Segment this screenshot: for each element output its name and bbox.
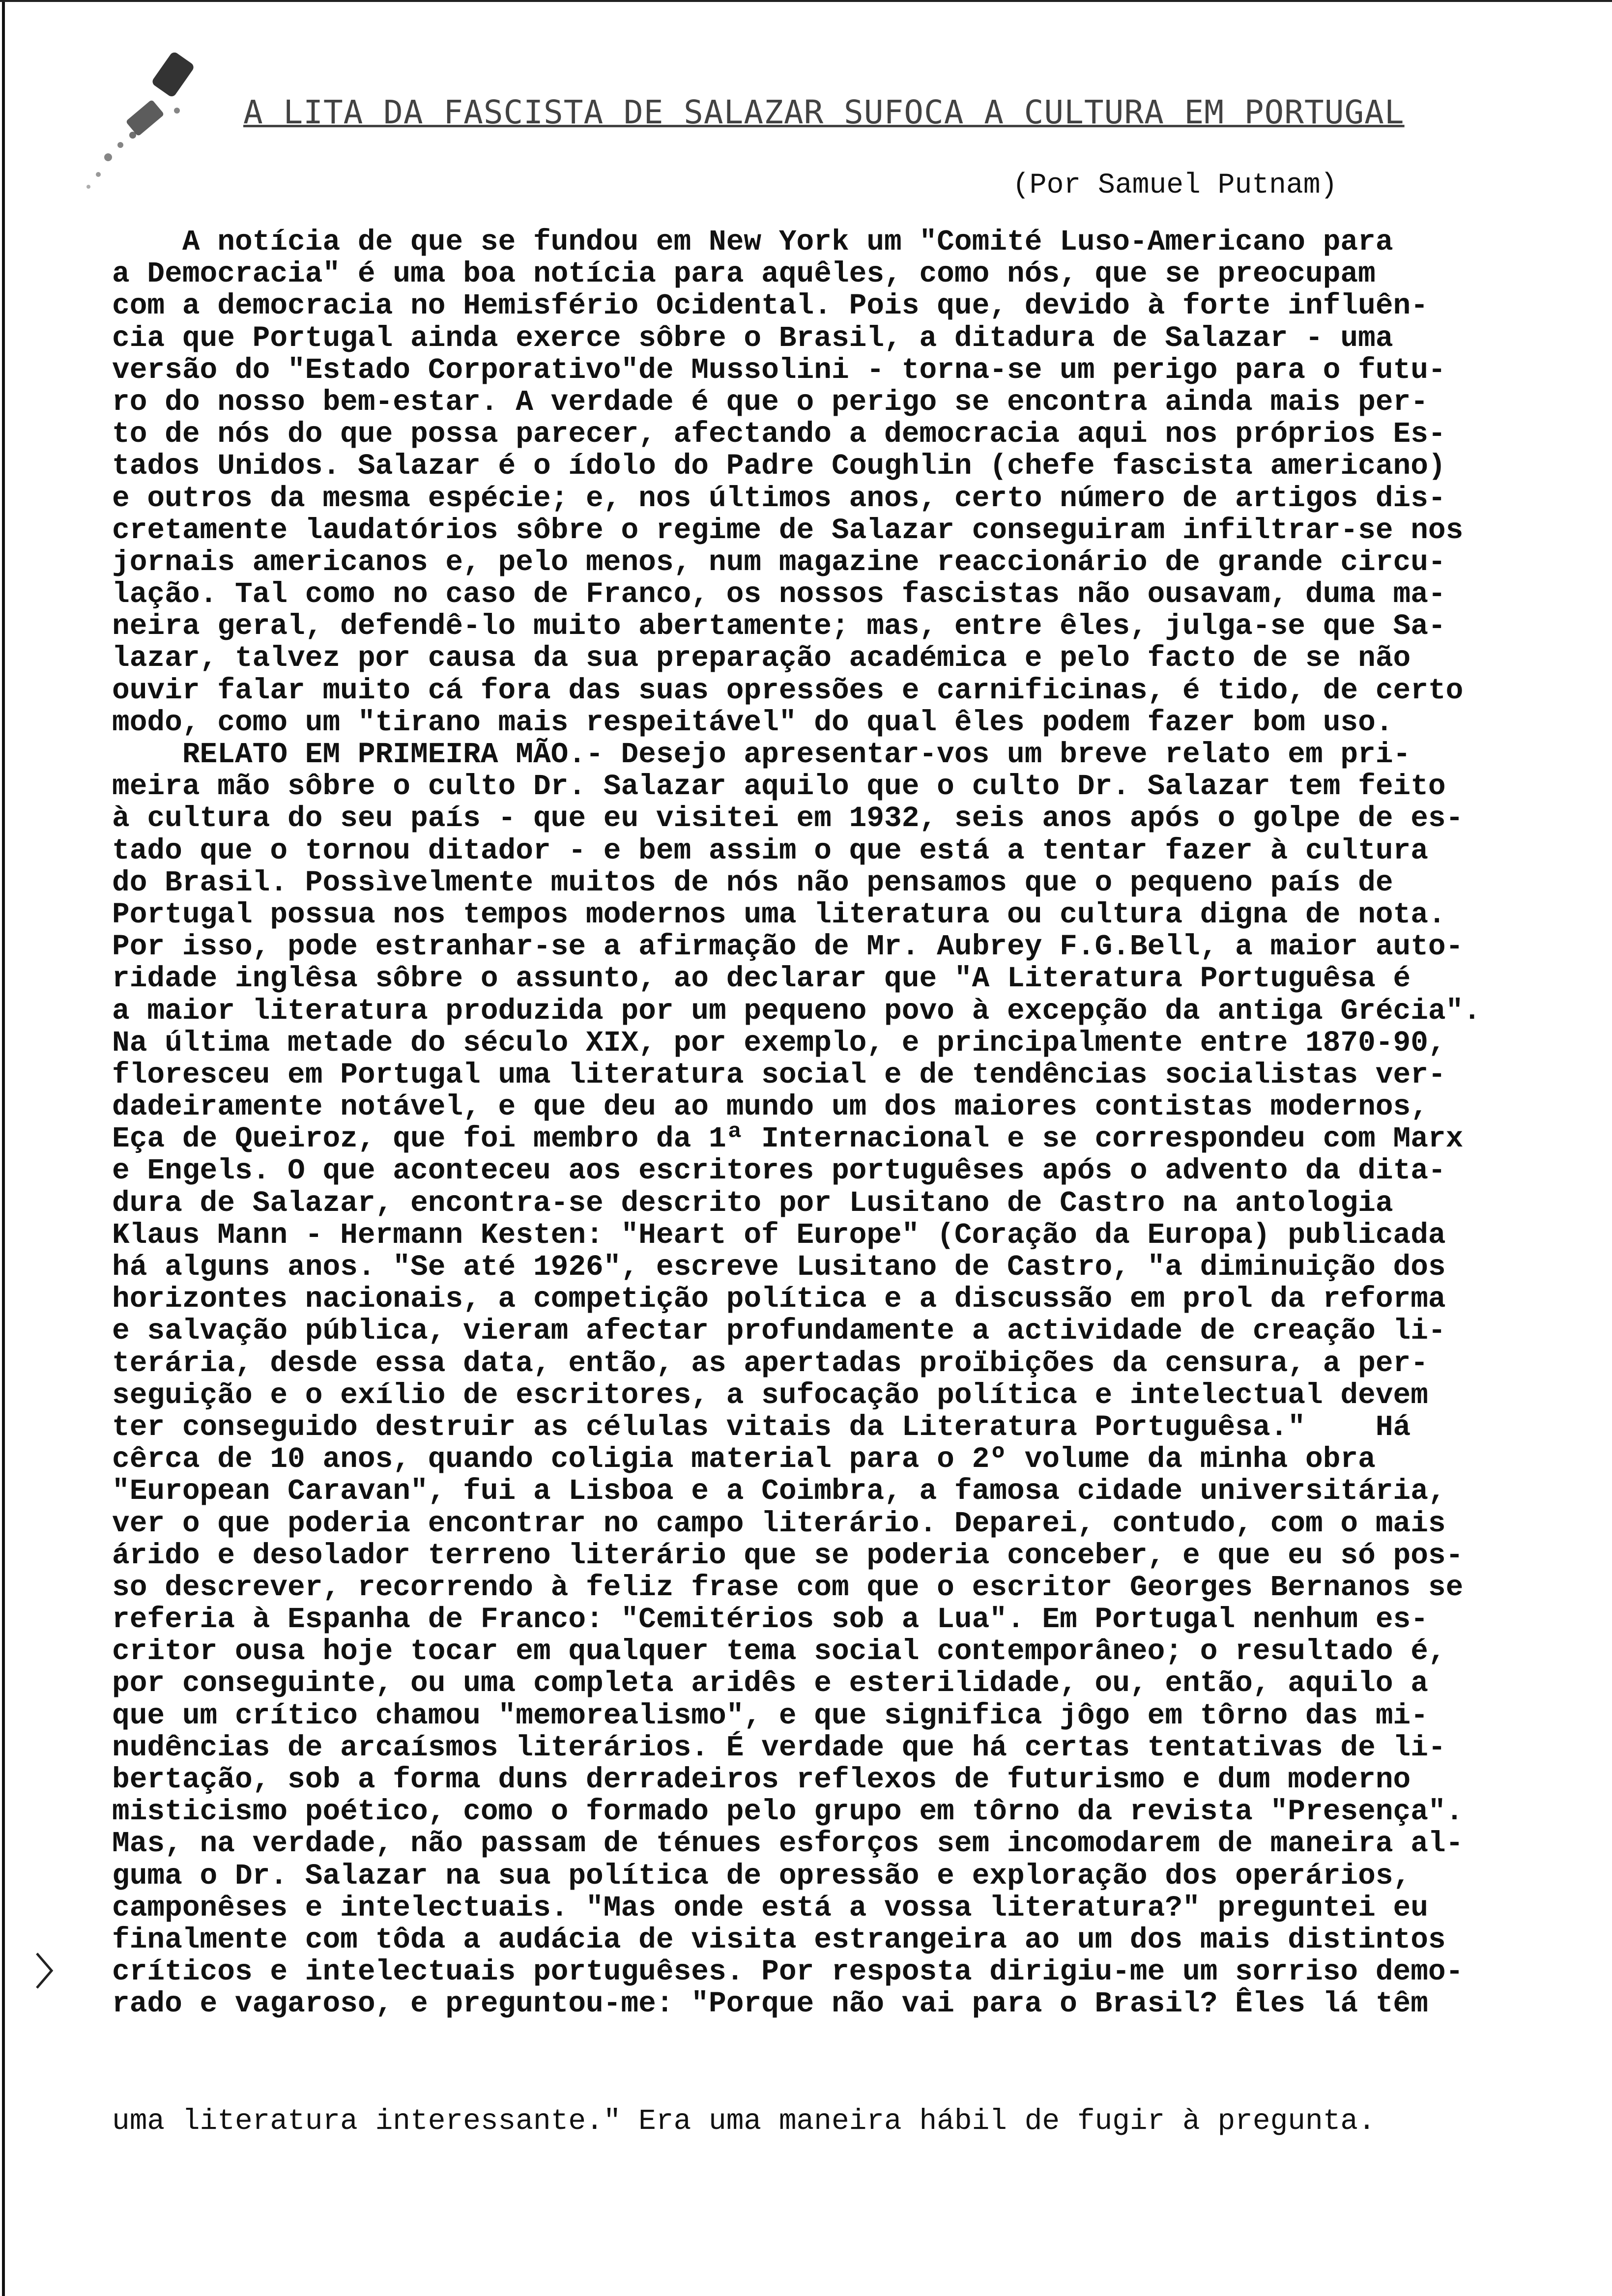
- text-line: bertação, sob a forma duns derradeiros reflexos de futurismo e dum moderno: [112, 1763, 1411, 1796]
- text-line: "European Caravan", fui a Lisboa e a Coimbra, a famosa cidade universitária,: [112, 1474, 1446, 1508]
- text-line: a maior literatura produzida por um pequeno povo à excepção da antiga Grécia".: [112, 994, 1481, 1028]
- text-line: dura de Salazar, encontra-se descrito por Lusitano de Castro na antologia: [112, 1186, 1393, 1220]
- text-line: ouvir falar muito cá fora das suas opressões e carnificinas, é tido, de certo: [112, 673, 1464, 707]
- author-byline: (Por Samuel Putnam): [1012, 170, 1338, 201]
- text-line: do Brasil. Possìvelmente muitos de nós não pensamos que o pequeno país de: [112, 865, 1393, 899]
- text-line: que um crítico chamou "memorealismo", e que significa jôgo em tôrno das mi-: [112, 1698, 1428, 1732]
- document-last-line: uma literatura interessante." Era uma maneira hábil de fugir à pregunta.: [112, 2104, 1376, 2138]
- text-line: ridade inglêsa sôbre o assunto, ao declarar que "A Literatura Portuguêsa é: [112, 962, 1411, 996]
- text-line: lazar, talvez por causa da sua preparação académica e pelo facto de se não: [112, 641, 1411, 675]
- text-line: e outros da mesma espécie; e, nos últimos anos, certo número de artigos dis-: [112, 481, 1446, 515]
- text-line: ro do nosso bem-estar. A verdade é que o perigo se encontra ainda mais per-: [112, 385, 1428, 419]
- text-line: versão do "Estado Corporativo"de Mussolini - torna-se um perigo para o futu-: [112, 353, 1446, 387]
- text-line: Portugal possua nos tempos modernos uma literatura ou cultura digna de nota.: [112, 897, 1446, 931]
- text-line: to de nós do que possa parecer, afectando a democracia aqui nos próprios Es-: [112, 417, 1446, 451]
- text-line: floresceu em Portugal uma literatura social e de tendências socialistas ver-: [112, 1058, 1446, 1091]
- text-line: tados Unidos. Salazar é o ídolo do Padre Coughlin (chefe fascista americano): [112, 449, 1446, 483]
- text-line: ver o que poderia encontrar no campo literário. Deparei, contudo, com o mais: [112, 1506, 1446, 1540]
- text-line: há alguns anos. "Se até 1926", escreve Lusitano de Castro, "a diminuição dos: [112, 1250, 1446, 1284]
- text-line: A notícia de que se fundou em New York um "Comité Luso-Americano para: [112, 225, 1393, 258]
- text-line: Eça de Queiroz, que foi membro da 1ª Internacional e se correspondeu com Marx: [112, 1122, 1464, 1156]
- text-line: cêrca de 10 anos, quando coligia material para o 2º volume da minha obra: [112, 1442, 1376, 1476]
- text-line: nudências de arcaísmos literários. É verdade que há certas tentativas de li-: [112, 1730, 1446, 1764]
- text-line: lação. Tal como no caso de Franco, os nossos fascistas não ousavam, duma ma-: [112, 577, 1446, 611]
- text-line: critor ousa hoje tocar em qualquer tema social contemporâneo; o resultado é,: [112, 1635, 1446, 1668]
- text-line: e Engels. O que aconteceu aos escritores portuguêses após o advento da dita-: [112, 1154, 1446, 1188]
- text-line: a Democracia" é uma boa notícia para aquêles, como nós, que se preocupam: [112, 257, 1376, 291]
- text-line: finalmente com tôda a audácia de visita estrangeira ao um dos mais distintos: [112, 1923, 1446, 1956]
- text-line: Por isso, pode estranhar-se a afirmação de Mr. Aubrey F.G.Bell, a maior auto-: [112, 930, 1464, 964]
- text-line: misticismo poético, como o formado pelo grupo em tôrno da revista "Presença".: [112, 1795, 1464, 1829]
- text-line: árido e desolador terreno literário que se poderia conceber, e que eu só pos-: [112, 1538, 1464, 1572]
- text-line: cretamente laudatórios sôbre o regime de Salazar conseguiram infiltrar-se nos: [112, 513, 1464, 547]
- document-title: A LITA DA FASCISTA DE SALAZAR SUFOCA A CULTURA EM PORTUGAL: [243, 93, 1405, 131]
- ink-stamp-mark: [74, 34, 202, 201]
- text-line: seguição e o exílio de escritores, a sufocação política e intelectual devem: [112, 1378, 1428, 1412]
- text-line: guma o Dr. Salazar na sua política de opressão e exploração dos operários,: [112, 1859, 1411, 1893]
- text-line: Klaus Mann - Hermann Kesten: "Heart of Europe" (Coração da Europa) publicada: [112, 1218, 1446, 1252]
- text-line: camponêses e intelectuais. "Mas onde está a vossa literatura?" preguntei eu: [112, 1891, 1428, 1924]
- text-line: modo, como um "tirano mais respeitável" do qual êles podem fazer bom uso.: [112, 705, 1393, 739]
- text-line: rado e vagaroso, e preguntou-me: "Porque não vai para o Brasil? Êles lá têm: [112, 1987, 1428, 2021]
- text-line: RELATO EM PRIMEIRA MÃO.- Desejo apresentar-vos um breve relato em pri-: [112, 738, 1411, 771]
- text-line: tado que o tornou ditador - e bem assim o que está a tentar fazer à cultura: [112, 833, 1428, 867]
- text-line: ter conseguido destruir as células vitais da Literatura Portuguêsa." Há: [112, 1410, 1411, 1444]
- text-line: Mas, na verdade, não passam de ténues esforços sem incomodarem de maneira al-: [112, 1827, 1464, 1861]
- text-line: horizontes nacionais, a competição política e a discussão em prol da reforma: [112, 1282, 1446, 1316]
- text-line: referia à Espanha de Franco: "Cemitérios sob a Lua". Em Portugal nenhum es-: [112, 1603, 1428, 1636]
- text-line: neira geral, defendê-lo muito abertamente; mas, entre êles, julga-se que Sa-: [112, 609, 1446, 643]
- margin-mark: [29, 1949, 59, 1993]
- text-line: críticos e intelectuais portuguêses. Por resposta dirigiu-me um sorriso demo-: [112, 1955, 1464, 1989]
- text-line: jornais americanos e, pelo menos, num magazine reaccionário de grande circu-: [112, 545, 1446, 579]
- page-edge-top: [0, 0, 1612, 2]
- text-line: cia que Portugal ainda exerce sôbre o Brasil, a ditadura de Salazar - uma: [112, 321, 1393, 355]
- text-line: e salvação pública, vieram afectar profundamente a actividade de creação li-: [112, 1314, 1446, 1348]
- text-line: à cultura do seu país - que eu visitei em 1932, seis anos após o golpe de es-: [112, 802, 1464, 835]
- page-edge-left: [2, 0, 5, 2296]
- text-line: so descrever, recorrendo à feliz frase com que o escritor Georges Bernanos se: [112, 1570, 1464, 1604]
- text-line: meira mão sôbre o culto Dr. Salazar aquilo que o culto Dr. Salazar tem feito: [112, 770, 1446, 804]
- text-line: com a democracia no Hemisfério Ocidental. Pois que, devido à forte influên-: [112, 289, 1428, 323]
- text-line: terária, desde essa data, então, as apertadas proïbições da censura, a per-: [112, 1346, 1428, 1380]
- text-line: dadeiramente notável, e que deu ao mundo um dos maiores contistas modernos,: [112, 1090, 1428, 1124]
- document-body: [112, 226, 1606, 2020]
- text-line: por conseguinte, ou uma completa aridês e esterilidade, ou, então, aquilo a: [112, 1666, 1428, 1700]
- text-line: Na última metade do século XIX, por exemplo, e principalmente entre 1870-90,: [112, 1026, 1446, 1060]
